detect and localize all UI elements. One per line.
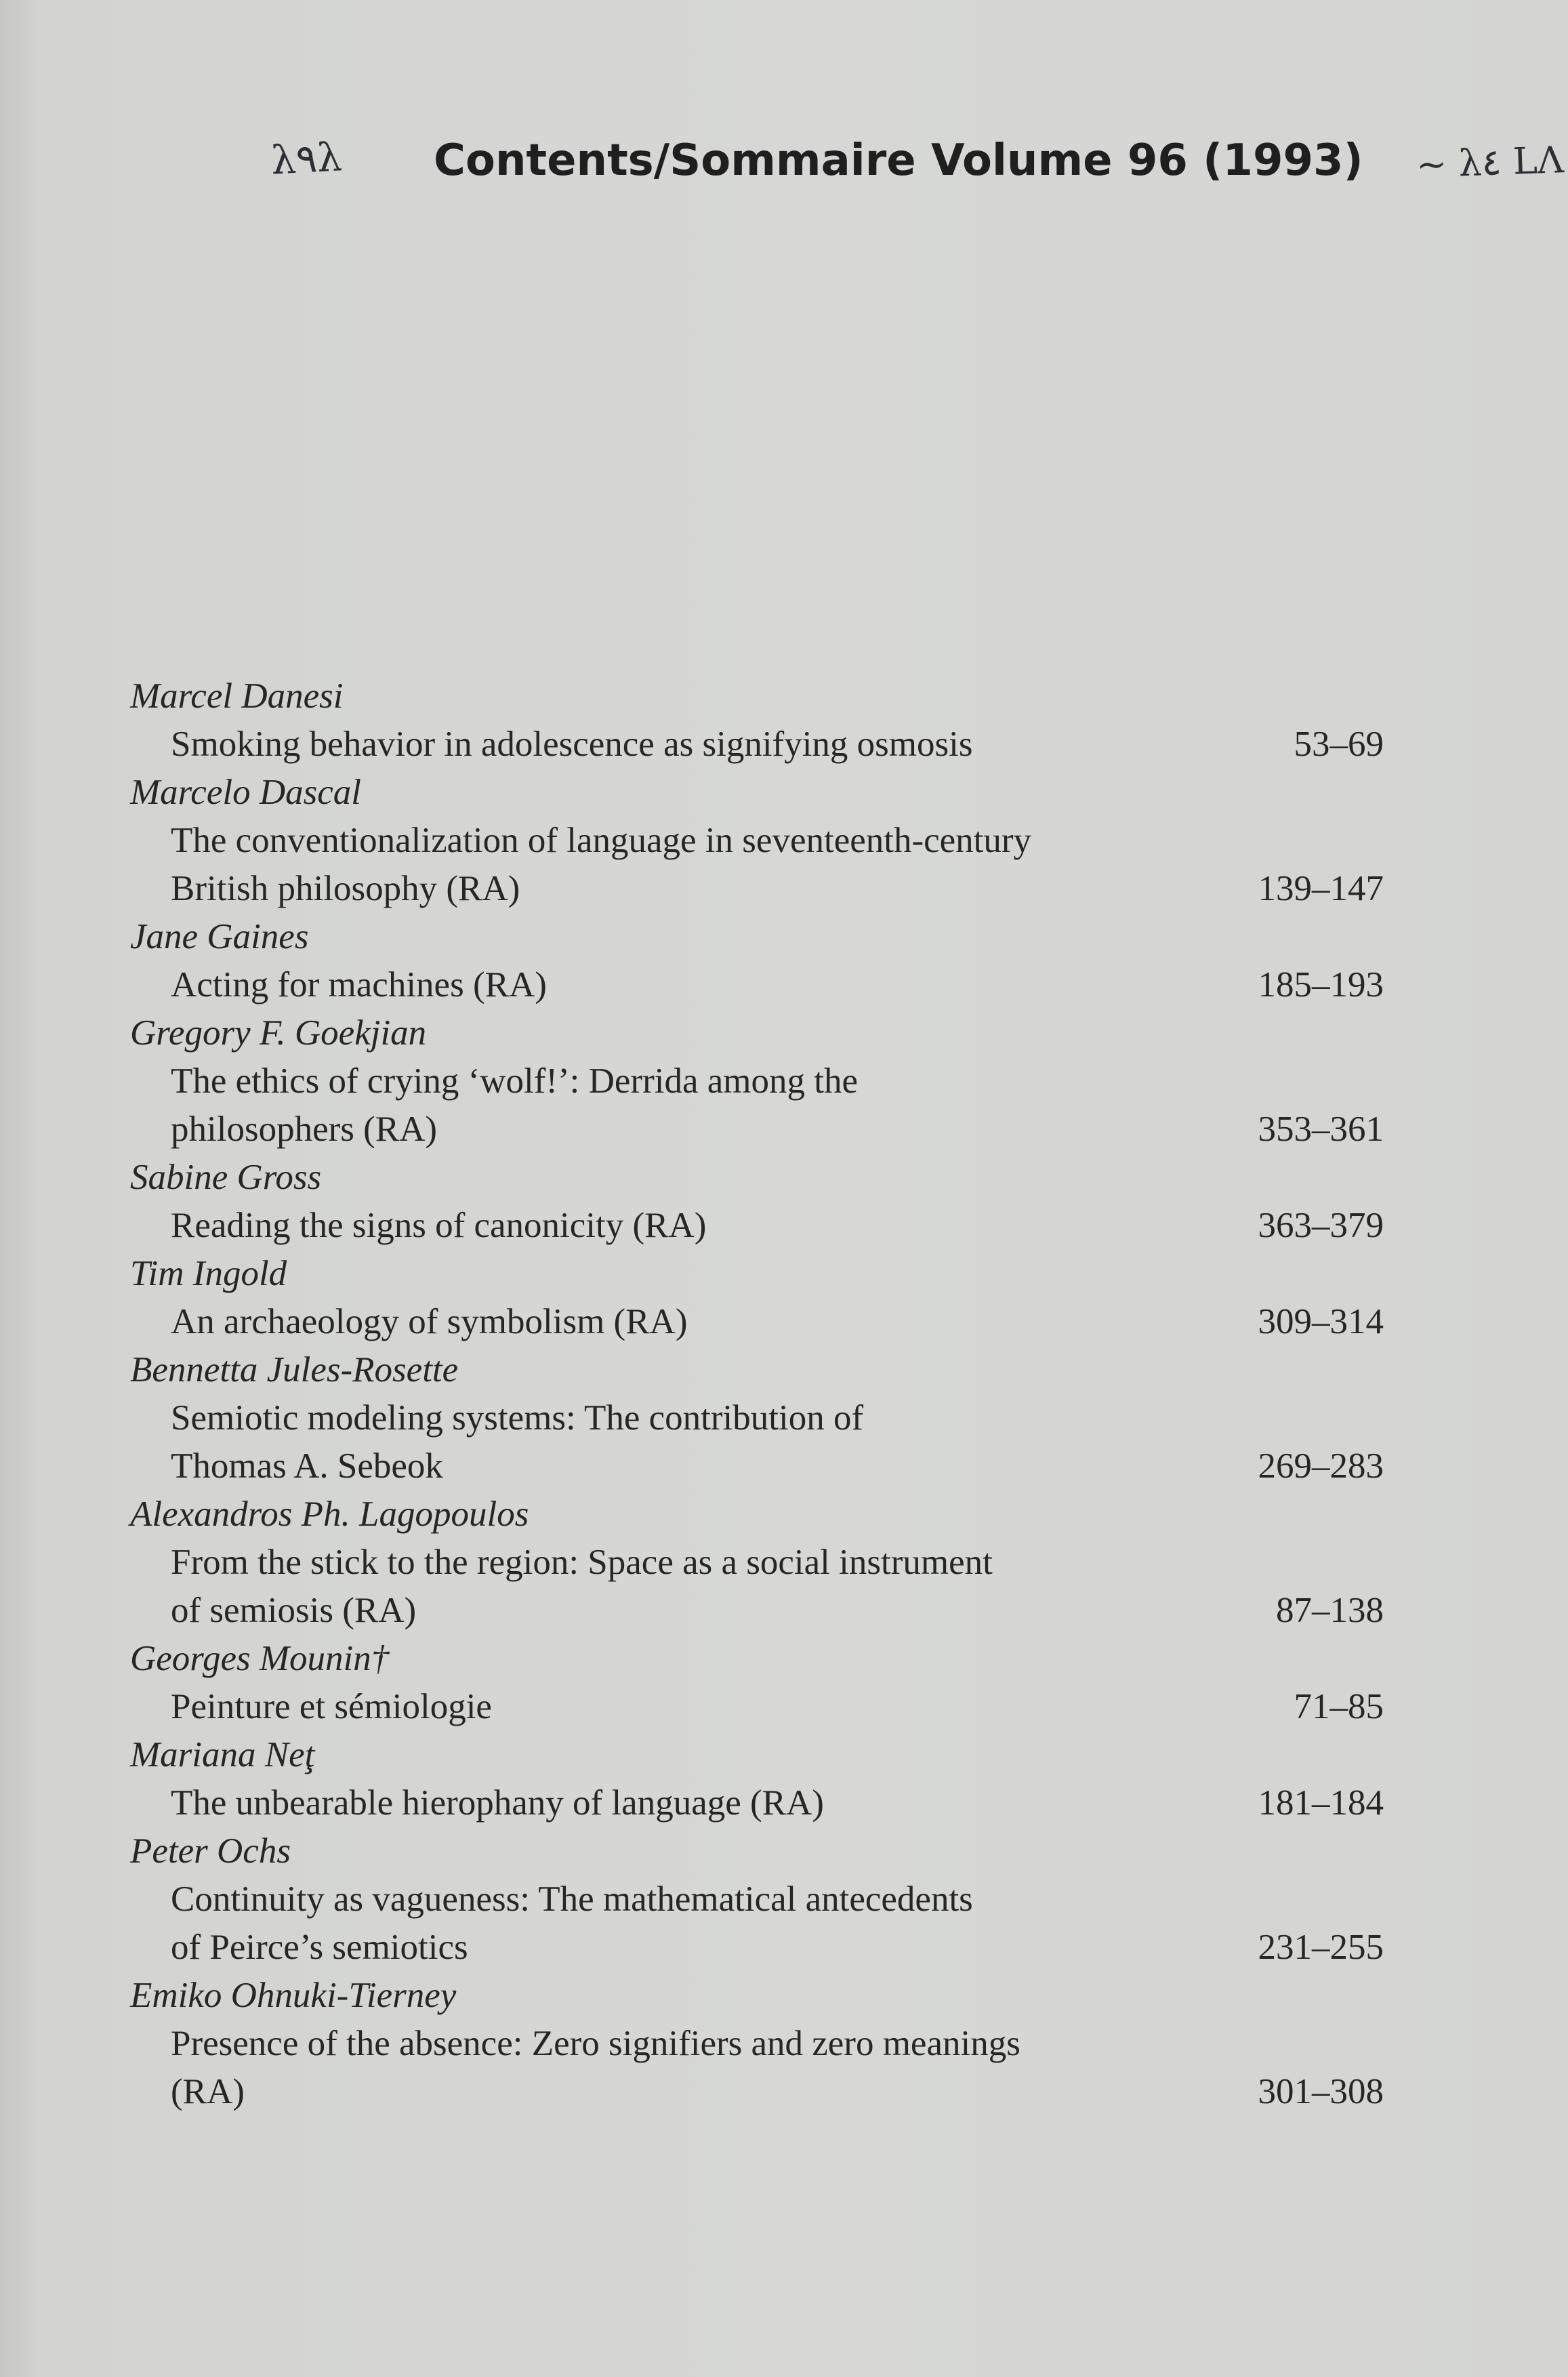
entry-author: Peter Ochs xyxy=(130,1831,291,1871)
toc-entry xyxy=(130,1009,1384,1154)
page-header xyxy=(0,129,1568,210)
entry-author: Mariana Neţ xyxy=(130,1735,315,1774)
toc-entry xyxy=(130,769,1384,913)
entry-item xyxy=(130,817,1384,913)
entry-author: Tim Ingold xyxy=(130,1254,287,1293)
toc-entry xyxy=(130,1635,1384,1731)
entry-author: Gregory F. Goekjian xyxy=(130,1013,427,1053)
toc-entry xyxy=(130,1827,1384,1972)
entry-title: Presence of the absence: Zero signifiers and zero meanings (RA) xyxy=(171,2024,1020,2111)
entry-pages: 139–147 xyxy=(1258,869,1384,908)
entry-item xyxy=(130,1779,1384,1827)
entry-pages: 185–193 xyxy=(1258,965,1384,1004)
entry-pages: 363–379 xyxy=(1258,1206,1384,1245)
entry-item xyxy=(130,720,1384,769)
entry-title: The conventionalization of language in seventeenth-century British philosophy (RA) xyxy=(171,821,1032,908)
entry-title: Acting for machines (RA) xyxy=(171,965,547,1004)
entry-title: The ethics of crying ‘wolf!’: Derrida among the philosophers (RA) xyxy=(171,1061,858,1149)
entry-title: The unbearable hierophany of language (RA) xyxy=(171,1783,824,1823)
entry-pages: 301–308 xyxy=(1258,2072,1384,2111)
entry-pages: 87–138 xyxy=(1276,1591,1384,1630)
entry-title: Smoking behavior in adolescence as signifying osmosis xyxy=(171,725,973,764)
entry-pages: 53–69 xyxy=(1294,725,1384,764)
toc-entry xyxy=(130,1490,1384,1635)
entry-author: Marcelo Dascal xyxy=(130,773,361,812)
entry-item xyxy=(130,1683,1384,1731)
entry-item xyxy=(130,1875,1384,1972)
toc-entry xyxy=(130,672,1384,769)
entry-pages: 309–314 xyxy=(1258,1302,1384,1341)
entry-item xyxy=(130,1394,1384,1490)
entry-pages: 269–283 xyxy=(1258,1446,1384,1486)
entry-author: Alexandros Ph. Lagopoulos xyxy=(130,1495,529,1534)
entry-item xyxy=(130,2020,1384,2116)
entry-title: Semiotic modeling systems: The contribution of Thomas A. Sebeok xyxy=(171,1398,864,1486)
entry-title: Peinture et sémiologie xyxy=(171,1687,492,1726)
entry-author: Bennetta Jules-Rosette xyxy=(130,1350,459,1389)
toc-entry xyxy=(130,1972,1384,2116)
handwritten-note-right: ~ λ٤ LΛ xyxy=(1415,138,1565,186)
entry-item xyxy=(130,1539,1384,1635)
toc-entry xyxy=(130,1250,1384,1346)
entry-author: Jane Gaines xyxy=(130,917,309,956)
toc-entry xyxy=(130,1346,1384,1490)
entry-title: From the stick to the region: Space as a social instrument of semiosis (RA) xyxy=(171,1543,993,1630)
entry-item xyxy=(130,961,1384,1009)
entry-title: Continuity as vagueness: The mathematical antecedents of Peirce’s semiotics xyxy=(171,1880,973,1967)
entry-pages: 353–361 xyxy=(1258,1110,1384,1149)
entry-author: Marcel Danesi xyxy=(130,676,344,716)
page-title: Contents/Sommaire Volume 96 (1993) xyxy=(434,136,1363,186)
toc-entry xyxy=(130,1154,1384,1250)
entry-pages: 181–184 xyxy=(1258,1783,1384,1823)
entry-item xyxy=(130,1057,1384,1154)
entry-item xyxy=(130,1298,1384,1346)
entry-title: An archaeology of symbolism (RA) xyxy=(171,1302,688,1341)
table-of-contents xyxy=(130,672,1384,2116)
entry-title: Reading the signs of canonicity (RA) xyxy=(171,1206,707,1245)
entry-item xyxy=(130,1202,1384,1250)
entry-author: Emiko Ohnuki-Tierney xyxy=(130,1976,457,2015)
entry-pages: 231–255 xyxy=(1258,1928,1384,1967)
entry-pages: 71–85 xyxy=(1294,1687,1384,1726)
entry-author: Sabine Gross xyxy=(130,1158,322,1197)
toc-entry xyxy=(130,1731,1384,1827)
entry-author: Georges Mounin† xyxy=(130,1639,390,1678)
handwritten-note-left: λ٩λ xyxy=(270,134,344,184)
toc-entry xyxy=(130,913,1384,1009)
